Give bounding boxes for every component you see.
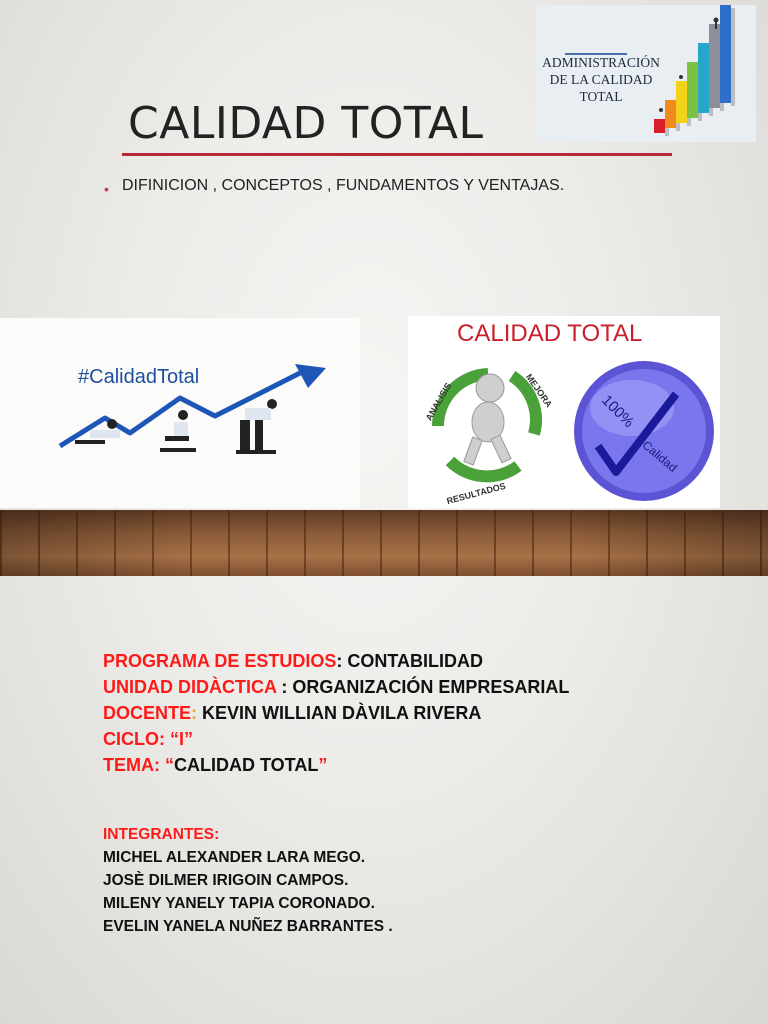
cycle-label-resultados: RESULTADOS	[445, 480, 507, 507]
unit-line	[103, 674, 569, 700]
logo-text	[537, 54, 665, 105]
logo-bar	[687, 62, 698, 118]
member-name: JOSÈ DILMER IRIGOIN CAMPOS.	[103, 872, 349, 889]
teacher-value: KEVIN WILLIAN DÀVILA RIVERA	[197, 703, 482, 723]
members-heading: INTEGRANTES:	[103, 826, 220, 843]
badge-word: Calidad	[639, 437, 680, 475]
logo-line-2: DE LA CALIDAD	[549, 72, 653, 87]
hashtag-text: #CalidadTotal	[78, 366, 200, 388]
teacher-colon: :	[191, 703, 198, 723]
quality-badge-icon	[574, 361, 714, 501]
quality-cycle-image	[408, 316, 720, 508]
logo-bar	[676, 81, 687, 123]
cycle-value: “I”	[165, 729, 194, 749]
logo-bar	[720, 5, 731, 103]
bullet-icon: •	[104, 181, 109, 197]
program-line	[103, 648, 569, 674]
people-pushing-icon	[75, 399, 277, 454]
arrow-head-icon	[295, 364, 326, 388]
member-name: EVELIN YANELA NUÑEZ BARRANTES .	[103, 918, 393, 935]
teacher-label: DOCENTE	[103, 703, 192, 723]
cycle-label-analisis: ANALISIS	[423, 381, 454, 423]
members-list	[103, 823, 393, 938]
teacher-line	[103, 700, 569, 726]
topic-value: CALIDAD TOTAL	[174, 755, 319, 775]
member-name: MICHEL ALEXANDER LARA MEGO.	[103, 849, 366, 866]
logo-bar	[665, 100, 676, 128]
cycle-line	[103, 726, 569, 752]
slide-title: CALIDAD TOTAL	[128, 98, 484, 149]
topic-line	[103, 752, 569, 778]
unit-label: UNIDAD DIDÀCTICA	[103, 677, 277, 697]
logo-line-3: TOTAL	[579, 89, 623, 104]
cycle-label: CICLO:	[103, 729, 165, 749]
logo-bar-shadow	[731, 8, 735, 106]
topic-label: TEMA: “	[103, 755, 174, 775]
program-value: : CONTABILIDAD	[336, 651, 484, 671]
badge-percent: 100%	[598, 391, 638, 432]
logo-bar	[654, 119, 665, 133]
title-underline	[122, 153, 672, 156]
logo-bar	[698, 43, 709, 113]
floor-shading	[0, 510, 768, 576]
bullet-text: DIFINICION , CONCEPTOS , FUNDAMENTOS Y VENTAJAS.	[122, 177, 565, 194]
image-heading: CALIDAD TOTAL	[457, 320, 643, 347]
logo-bar	[709, 24, 720, 108]
member-name: MILENY YANELY TAPIA CORONADO.	[103, 895, 375, 912]
topic-close: ”	[318, 755, 328, 775]
unit-value: : ORGANIZACIÓN EMPRESARIAL	[276, 677, 570, 697]
logo-line-1: ADMINISTRACIÓN	[542, 55, 660, 70]
program-label: PROGRAMA DE ESTUDIOS	[103, 651, 337, 671]
course-info	[103, 648, 569, 778]
walking-figure-icon	[464, 374, 511, 465]
cycle-label-mejora: MEJORA	[523, 371, 555, 410]
growth-chart-image	[0, 318, 360, 508]
